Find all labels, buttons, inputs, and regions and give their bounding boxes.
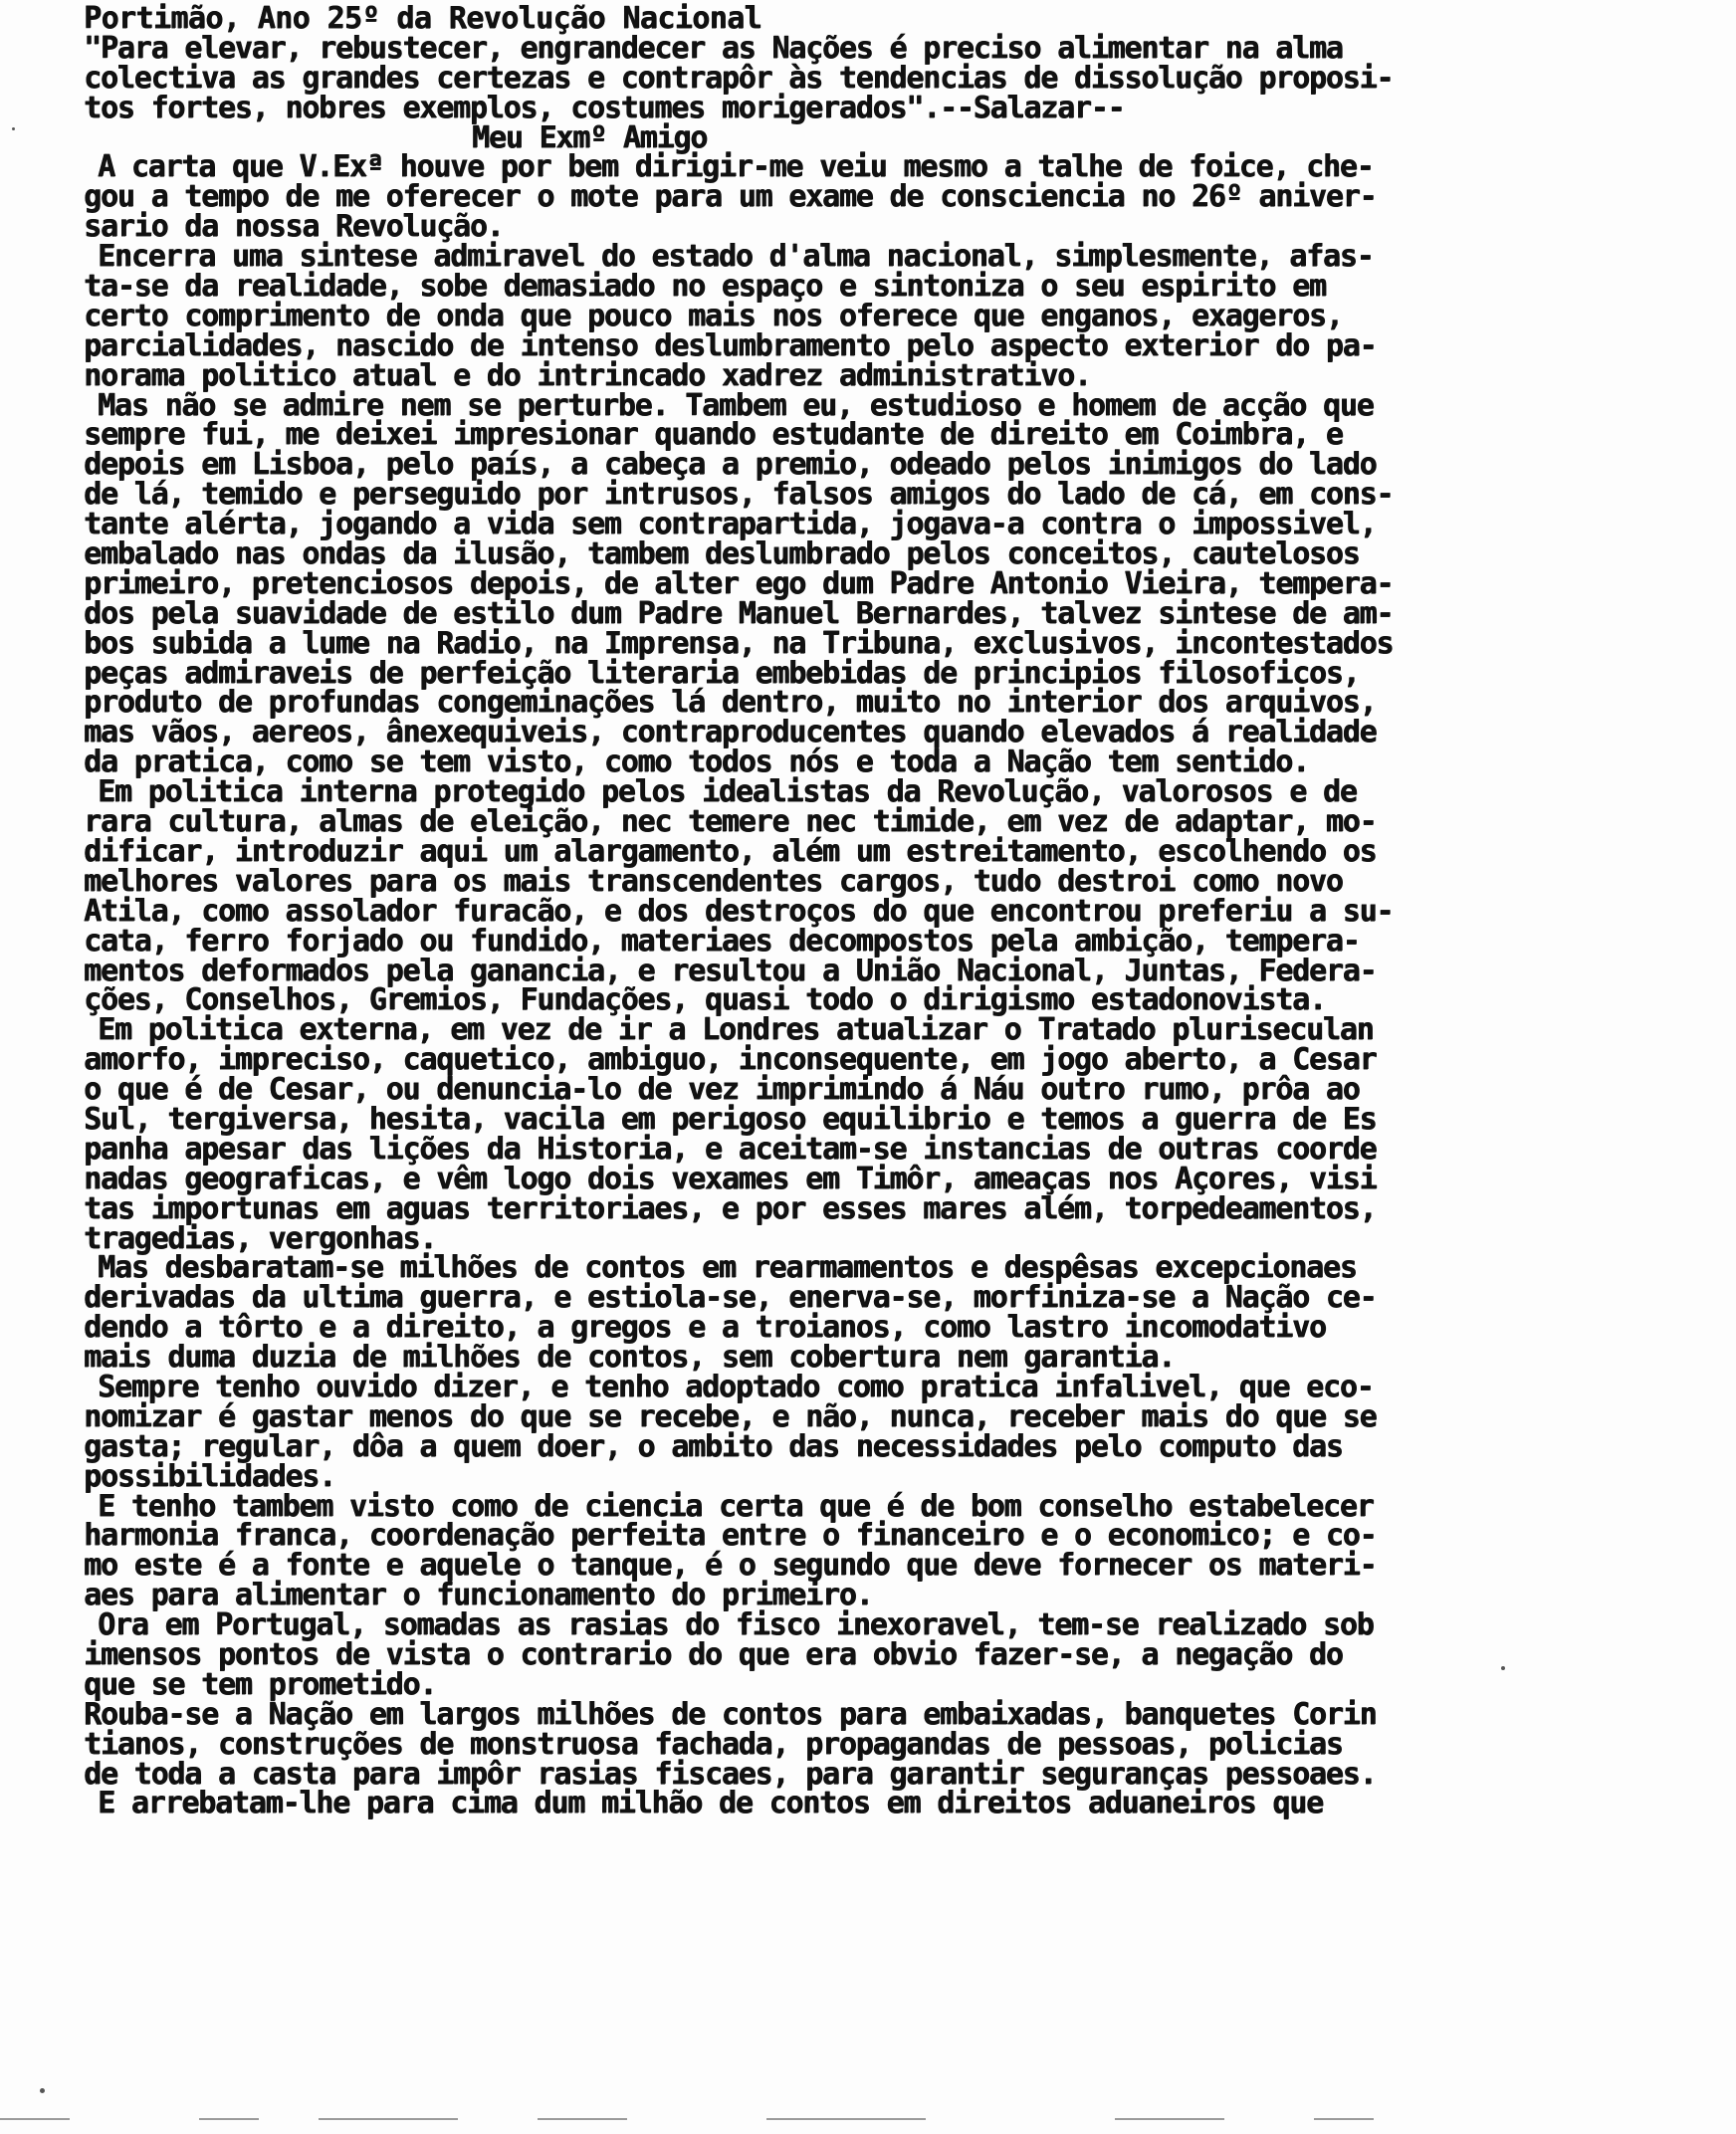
scan-edge-noise xyxy=(0,2118,1736,2124)
ink-speck xyxy=(1501,1666,1505,1670)
text-line: ções, Conselhos, Gremios, Fundações, quasi todo o dirigismo estadonovista. xyxy=(84,982,1326,1018)
text-line: mais duma duzia de milhões de contos, sem cobertura nem garantia. xyxy=(84,1340,1175,1376)
ink-speck xyxy=(12,127,15,130)
text-line: amorfo, impreciso, caquetico, ambiguo, inconsequente, em jogo aberto, a Cesar xyxy=(84,1042,1377,1078)
text-line: aes para alimentar o funcionamento do primeiro. xyxy=(84,1578,873,1613)
text-line: mas vãos, aereos, ânexequiveis, contraproducentes quando elevados á realidade xyxy=(84,715,1377,750)
text-line: depois em Lisboa, pelo país, a cabeça a premio, odeado pelos inimigos do lado xyxy=(84,447,1377,483)
text-line: Rouba-se a Nação em largos milhões de contos para embaixadas, banquetes Corin xyxy=(84,1696,1377,1732)
text-line: colectiva as grandes certezas e contrapôr às tendencias de dissolução proposi- xyxy=(84,60,1394,96)
text-line: Mas desbaratam-se milhões de contos em rearmamentos e despêsas excepcionaes xyxy=(98,1250,1357,1286)
text-line: bos subida a lume na Radio, na Imprensa, na Tribuna, exclusivos, incontestados xyxy=(84,625,1394,661)
text-line: tante alérta, jogando a vida sem contrapartida, jogava-a contra o impossivel, xyxy=(84,507,1377,542)
text-line: Sempre tenho ouvido dizer, e tenho adoptado como pratica infalivel, que eco- xyxy=(98,1369,1374,1404)
text-line: certo comprimento de onda que pouco mais nos oferece que enganos, exageros, xyxy=(84,298,1343,333)
text-line: dificar, introduzir aqui um alargamento, além um estreitamento, escolhendo os xyxy=(84,833,1377,869)
text-line: nomizar é gastar menos do que se recebe, e não, nunca, receber mais do que se xyxy=(84,1398,1377,1434)
text-line: Ora em Portugal, somadas as rasias do fisco inexoravel, tem-se realizado sob xyxy=(98,1607,1374,1643)
text-line: Atila, como assolador furacão, e dos destroços do que encontrou preferiu a su- xyxy=(84,893,1394,929)
text-line: produto de profundas congeminações lá dentro, muito no interior dos arquivos, xyxy=(84,685,1377,721)
text-line: sario da nossa Revolução. xyxy=(84,209,504,245)
text-line: ta-se da realidade, sobe demasiado no espaço e sintoniza o seu espirito em xyxy=(84,269,1326,305)
text-line: peças admiraveis de perfeição literaria embebidas de principios filosoficos, xyxy=(84,655,1360,691)
text-line: A carta que V.Exª houve por bem dirigir-me veiu mesmo a talhe de foice, che- xyxy=(98,149,1374,185)
text-line: Mas não se admire nem se perturbe. Tambem eu, estudioso e homem de acção que xyxy=(98,387,1374,423)
text-line: mentos deformados pela ganancia, e resultou a União Nacional, Juntas, Federa- xyxy=(84,953,1377,988)
text-line: parcialidades, nascido de intenso deslumbramento pelo aspecto exterior do pa- xyxy=(84,327,1377,363)
text-line: derivadas da ultima guerra, e estiola-se, enerva-se, morfiniza-se a Nação ce- xyxy=(84,1280,1377,1316)
text-line: melhores valores para os mais transcendentes cargos, tudo destroi como novo xyxy=(84,863,1343,899)
text-line: de toda a casta para impôr rasias fiscaes, para garantir seguranças pessoaes. xyxy=(84,1756,1377,1792)
text-line: harmonia franca, coordenação perfeita entre o financeiro e o economico; e co- xyxy=(84,1518,1377,1554)
text-line: E arrebatam-lhe para cima dum milhão de contos em direitos aduaneiros que xyxy=(98,1786,1323,1821)
text-line: primeiro, pretenciosos depois, de alter ego dum Padre Antonio Vieira, tempera- xyxy=(84,565,1394,601)
text-line: gou a tempo de me oferecer o mote para um exame de consciencia no 26º aniver- xyxy=(84,179,1377,215)
text-line: tos fortes, nobres exemplos, costumes morigerados".--Salazar-- xyxy=(84,90,1125,125)
text-line: Meu Exmº Amigo xyxy=(472,119,708,155)
text-line: nadas geograficas, e vêm logo dois vexames em Timôr, ameaças nos Açores, visi xyxy=(84,1161,1377,1196)
text-line: Portimão, Ano 25º da Revolução Nacional xyxy=(84,1,761,36)
text-line: tianos, construções de monstruosa fachada, propagandas de pessoas, policias xyxy=(84,1726,1343,1762)
text-line: imensos pontos de vista o contrario do que era obvio fazer-se, a negação do xyxy=(84,1636,1343,1672)
typewritten-letter xyxy=(84,1,1676,1821)
text-line: sempre fui, me deixei impresionar quando estudante de direito em Coimbra, e xyxy=(84,417,1343,453)
text-line: o que é de Cesar, ou denuncia-lo de vez imprimindo á Náu outro rumo, prôa ao xyxy=(84,1072,1360,1108)
text-line: de lá, temido e perseguido por intrusos, falsos amigos do lado de cá, em cons- xyxy=(84,477,1394,513)
text-line: tragedias, vergonhas. xyxy=(84,1220,437,1256)
text-line: Sul, tergiversa, hesita, vacila em perigoso equilibrio e temos a guerra de Es xyxy=(84,1101,1377,1137)
text-line: Em politica interna protegido pelos idealistas da Revolução, valorosos e de xyxy=(98,774,1357,810)
text-line: possibilidades. xyxy=(84,1458,335,1494)
text-line: dos pela suavidade de estilo dum Padre Manuel Bernardes, talvez sintese de am- xyxy=(84,595,1394,631)
text-line: embalado nas ondas da ilusão, tambem deslumbrado pelos conceitos, cautelosos xyxy=(84,536,1360,572)
text-line: rara cultura, almas de eleição, nec temere nec timide, em vez de adaptar, mo- xyxy=(84,804,1377,840)
text-line: "Para elevar, rebustecer, engrandecer as Nações é preciso alimentar na alma xyxy=(84,30,1343,66)
text-line: norama politico atual e do intrincado xadrez administrativo. xyxy=(84,357,1091,393)
text-line: panha apesar das lições da Historia, e aceitam-se instancias de outras coorde xyxy=(84,1131,1377,1167)
text-line: dendo a tôrto e a direito, a gregos e a troianos, como lastro incomodativo xyxy=(84,1310,1326,1346)
text-line: Encerra uma sintese admiravel do estado d'alma nacional, simplesmente, afas- xyxy=(98,239,1374,275)
text-line: Em politica externa, em vez de ir a Londres atualizar o Tratado pluriseculan xyxy=(98,1012,1374,1048)
text-line: que se tem prometido. xyxy=(84,1666,437,1702)
text-line: mo este é a fonte e aquele o tanque, é o segundo que deve fornecer os materi- xyxy=(84,1548,1377,1584)
text-line: gasta; regular, dôa a quem doer, o ambito das necessidades pelo computo das xyxy=(84,1428,1343,1464)
text-line: da pratica, como se tem visto, como todos nós e toda a Nação tem sentido. xyxy=(84,745,1309,780)
text-line: cata, ferro forjado ou fundido, materiaes decompostos pela ambição, tempera- xyxy=(84,923,1360,959)
text-line: tas importunas em aguas territoriaes, e por esses mares além, torpedeamentos, xyxy=(84,1190,1377,1226)
ink-speck xyxy=(40,2088,45,2093)
text-line: E tenho tambem visto como de ciencia certa que é de bom conselho estabelecer xyxy=(98,1488,1374,1524)
